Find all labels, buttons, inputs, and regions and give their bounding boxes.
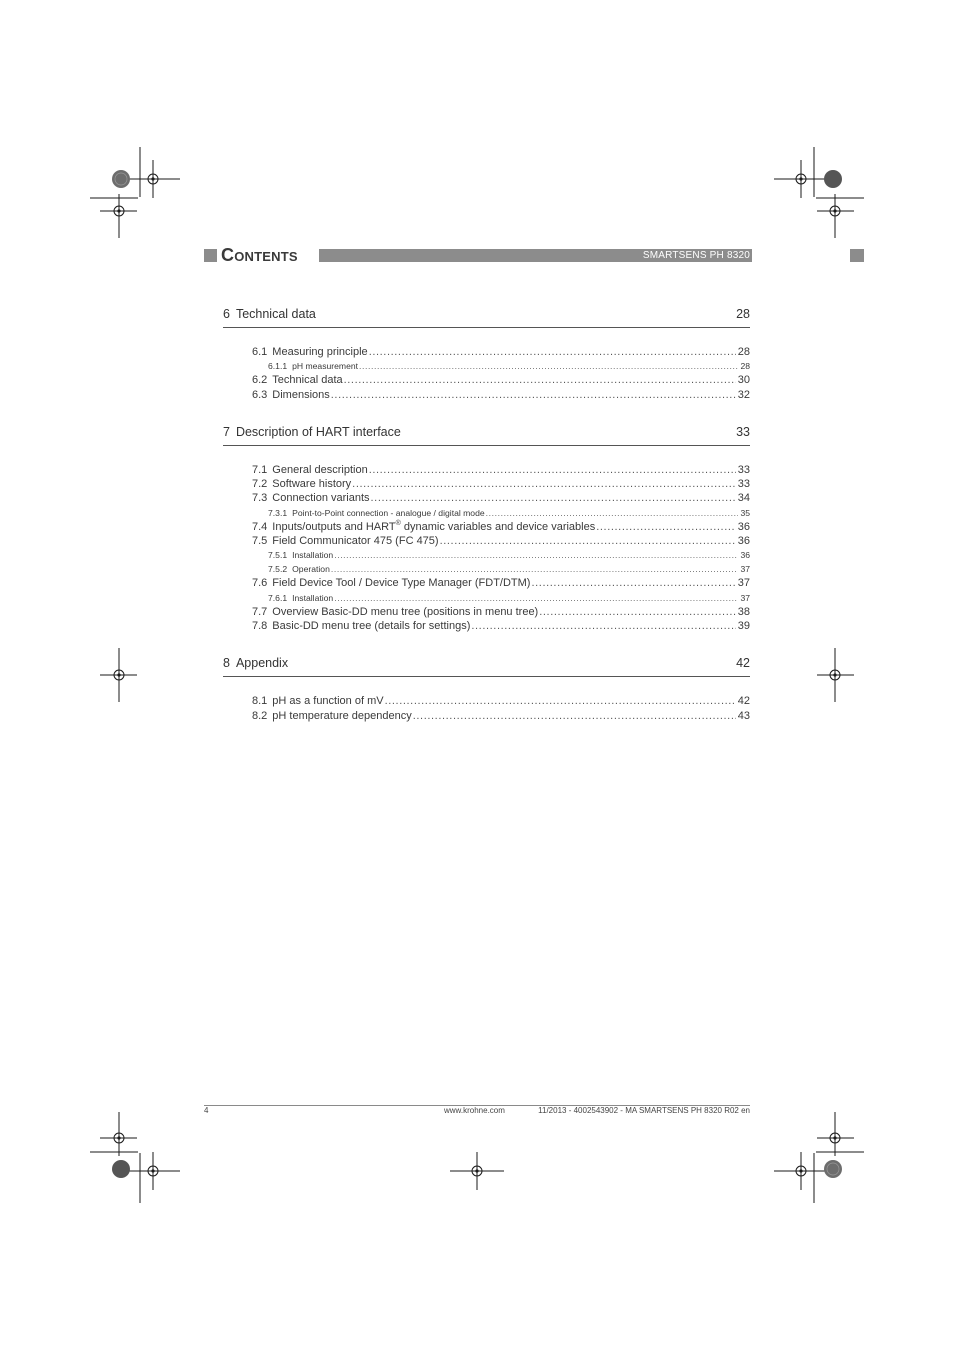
toc-entry-number: 7.3 (252, 492, 268, 505)
toc-chapter-heading[interactable] (223, 300, 750, 328)
toc-chapter-heading[interactable] (223, 418, 750, 446)
toc-entry-title-text: Technical data (272, 374, 343, 387)
toc-entry[interactable] (223, 576, 750, 590)
toc-dot-leader (369, 463, 736, 477)
toc-entry-title (292, 548, 333, 562)
registered-trademark-mark: ® (395, 519, 401, 527)
toc-dot-leader (531, 576, 735, 590)
toc-chapter-label (223, 649, 288, 676)
toc-entry-title-text: Field Device Tool / Device Type Manager (FDT/DTM) (272, 577, 531, 590)
toc-entry-page: 32 (737, 388, 750, 401)
toc-entry-number: 7.6.1 (268, 592, 288, 603)
toc-entry-title-continued: dynamic variables and device variables (400, 520, 596, 533)
toc-entry-title-text: pH temperature dependency (272, 709, 412, 722)
toc-entry-number: 8.2 (252, 709, 268, 722)
toc-dot-leader (385, 694, 736, 708)
toc-entry-page: 39 (737, 619, 750, 632)
toc-entry-title-text: Inputs/outputs and HART (272, 520, 396, 533)
toc-entry-title-text: Point-to-Point connection - analogue / digital mode (292, 507, 485, 518)
toc-entry[interactable] (223, 548, 750, 562)
toc-entry-title (272, 619, 470, 633)
footer-document-reference: 11/2013 - 4002543902 - MA SMARTSENS PH 8320 R02 en (538, 1106, 750, 1115)
toc-entry-page: 33 (737, 463, 750, 476)
toc-chapter-label (223, 300, 316, 327)
toc-entry-title-text: General description (272, 463, 368, 476)
toc-entry-title-text: Field Communicator 475 (FC 475) (272, 535, 439, 548)
footer-website[interactable]: www.krohne.com (444, 1106, 505, 1115)
toc-chapter-title: Appendix (235, 656, 289, 671)
toc-entry-page: 36 (737, 520, 750, 533)
toc-dot-leader (369, 345, 736, 359)
toc-entry-title (272, 477, 351, 491)
toc-entry[interactable] (223, 491, 750, 505)
toc-entry[interactable] (223, 345, 750, 359)
toc-entry-title (272, 534, 438, 548)
toc-entry[interactable] (223, 619, 750, 633)
toc-chapter-number: 7 (223, 424, 230, 439)
toc-dot-leader (334, 548, 738, 562)
toc-chapter-title: Description of HART interface (235, 424, 401, 439)
toc-chapter-number: 8 (223, 656, 230, 671)
page-title: Contents (221, 245, 298, 265)
toc-entry-page: 30 (737, 374, 750, 387)
toc-entry-number: 7.5 (252, 535, 268, 548)
toc-entry-title (272, 520, 595, 534)
toc-entry[interactable] (223, 694, 750, 708)
toc-entry[interactable] (223, 534, 750, 548)
toc-chapter-title: Technical data (235, 307, 316, 321)
toc-entry-page: 38 (737, 605, 750, 618)
toc-entry-page: 36 (737, 535, 750, 548)
toc-entry-title (292, 359, 358, 373)
toc-entry-number: 6.1 (252, 346, 268, 358)
toc-entry-number: 7.4 (252, 520, 268, 533)
toc-entry-title (272, 463, 367, 477)
toc-entry-title-text: Operation (292, 564, 330, 575)
toc-dot-leader (596, 520, 736, 534)
toc-entry[interactable] (223, 359, 750, 373)
toc-entry-number: 6.1.1 (268, 361, 288, 372)
toc-entry[interactable] (223, 591, 750, 605)
toc-entry-page: 28 (737, 346, 750, 358)
toc-entry-title (292, 591, 333, 605)
toc-dot-leader (440, 534, 736, 548)
toc-entry-number: 7.5.1 (268, 550, 288, 561)
toc-chapter-number: 6 (223, 307, 230, 321)
toc-entry[interactable] (223, 506, 750, 520)
toc-entry-title (272, 373, 342, 387)
toc-entry-page: 33 (737, 478, 750, 491)
toc-dot-leader (352, 477, 736, 491)
toc-entry-title-text: Connection variants (272, 492, 370, 505)
toc-entry-number: 7.6 (252, 577, 268, 590)
table-of-contents (223, 300, 750, 739)
header-square-left (204, 249, 217, 262)
toc-section-list (223, 446, 750, 633)
toc-entry[interactable] (223, 373, 750, 387)
toc-entry-title-text: Overview Basic-DD menu tree (positions in menu tree) (272, 605, 539, 618)
toc-entry-page: 37 (740, 564, 750, 575)
toc-dot-leader (539, 605, 736, 619)
toc-entry-title-text: pH as a function of mV (272, 695, 384, 708)
toc-entry-title (272, 388, 329, 402)
toc-entry-title-text: Installation (292, 550, 334, 561)
toc-entry-number: 7.5.2 (268, 564, 288, 575)
toc-entry-number: 7.8 (252, 619, 268, 632)
toc-chapter-page: 28 (736, 307, 750, 321)
toc-entry-page: 34 (737, 492, 750, 505)
toc-section-list (223, 677, 750, 723)
header-product-name: SMARTSENS PH 8320 (642, 250, 750, 261)
toc-entry-page: 37 (737, 577, 750, 590)
toc-entry-title (272, 709, 411, 723)
toc-section-list (223, 328, 750, 402)
toc-dot-leader (331, 388, 736, 402)
footer-page-number: 4 (204, 1106, 209, 1115)
toc-dot-leader (344, 373, 736, 387)
toc-entry-title-text: pH measurement (292, 361, 359, 372)
toc-entry-title (272, 694, 383, 708)
toc-dot-leader (471, 619, 735, 633)
toc-entry-number: 7.3.1 (268, 507, 288, 518)
toc-entry-page: 35 (740, 507, 750, 518)
toc-entry-title-text: Software history (272, 478, 352, 491)
toc-dot-leader (334, 591, 738, 605)
toc-dot-leader (486, 506, 739, 520)
toc-entry[interactable] (223, 605, 750, 619)
toc-chapter-heading[interactable] (223, 649, 750, 677)
toc-entry[interactable] (223, 562, 750, 576)
toc-entry-title (272, 605, 538, 619)
toc-entry-page: 43 (737, 709, 750, 722)
toc-entry-number: 7.1 (252, 463, 268, 476)
toc-entry-title-text: Dimensions (272, 388, 330, 401)
toc-entry-page: 42 (737, 695, 750, 708)
toc-entry-page: 37 (740, 592, 750, 603)
toc-chapter-page: 42 (736, 656, 750, 671)
toc-entry-title (292, 506, 485, 520)
header-bar (319, 249, 752, 262)
toc-dot-leader (331, 562, 739, 576)
toc-entry-title (272, 491, 369, 505)
toc-entry[interactable] (223, 709, 750, 723)
toc-entry-number: 6.3 (252, 388, 268, 401)
toc-entry-title (292, 562, 330, 576)
toc-entry[interactable] (223, 463, 750, 477)
toc-chapter-page: 33 (736, 424, 750, 439)
toc-entry-title-text: Measuring principle (272, 346, 368, 358)
toc-entry[interactable] (223, 477, 750, 491)
toc-entry-title (272, 576, 530, 590)
toc-entry-number: 7.2 (252, 478, 268, 491)
toc-entry-page: 28 (740, 361, 750, 372)
toc-entry-number: 7.7 (252, 605, 268, 618)
toc-entry-title (272, 345, 367, 359)
toc-dot-leader (371, 491, 736, 505)
toc-entry[interactable] (223, 520, 750, 534)
toc-entry-page: 36 (740, 550, 750, 561)
toc-dot-leader (359, 359, 738, 373)
toc-entry-title-text: Installation (292, 592, 334, 603)
toc-entry-title-text: Basic-DD menu tree (details for settings) (272, 619, 471, 632)
toc-chapter-label (223, 418, 401, 445)
toc-entry-number: 6.2 (252, 374, 268, 387)
toc-dot-leader (413, 709, 736, 723)
toc-entry-number: 8.1 (252, 695, 268, 708)
header-square-right (850, 249, 864, 262)
toc-entry[interactable] (223, 388, 750, 402)
